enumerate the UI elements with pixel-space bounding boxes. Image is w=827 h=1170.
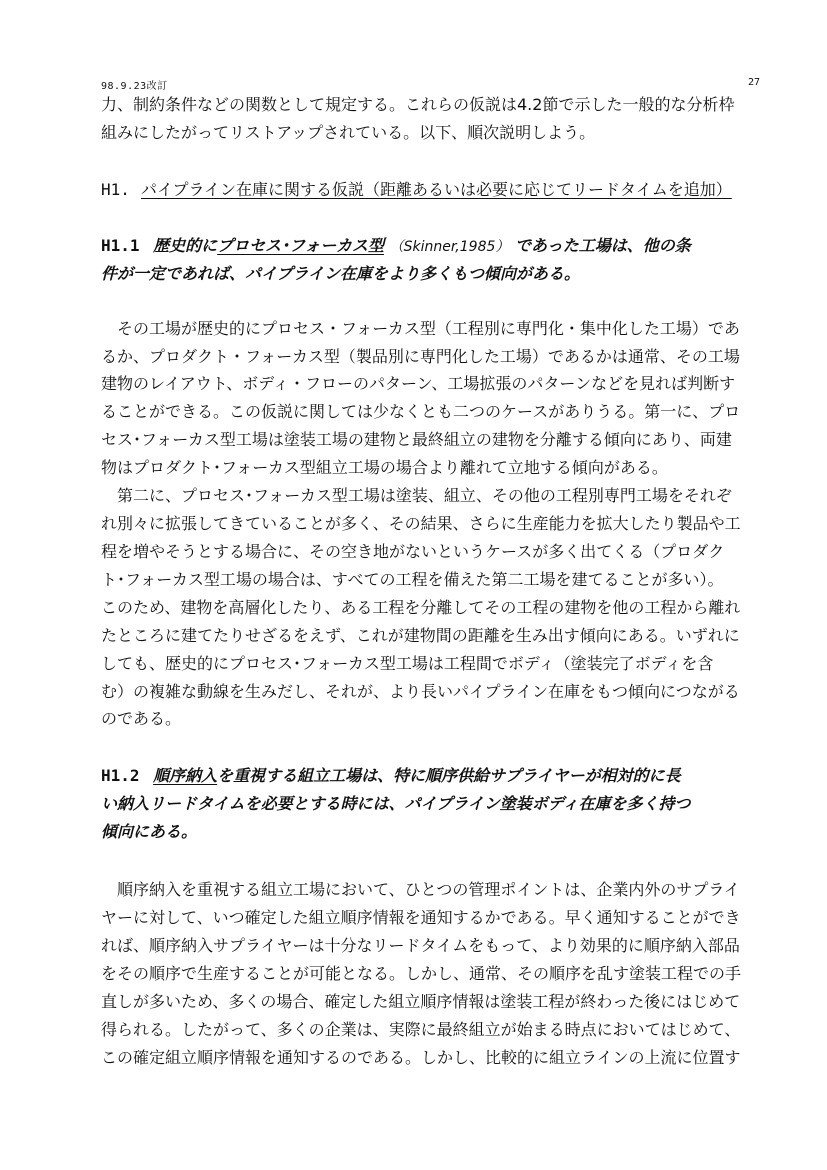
hypothesis-h1-heading bbox=[101, 180, 732, 200]
para1-line: るか、プロダクト・フォーカス型（製品別に専門化した工場）であるかは通常、その工場 bbox=[101, 347, 740, 366]
page-number: 27 bbox=[748, 77, 761, 88]
para2-line: をその順序で生産することが可能となる。しかし、通常、その順序を乱す塗装工程での手 bbox=[101, 964, 742, 983]
h1-2-label: H1.2 bbox=[101, 766, 140, 785]
para2-line: 順序納入を重視する組立工場において、ひとつの管理ポイントは、企業内外のサプライ bbox=[101, 880, 740, 899]
h1-label: H1. bbox=[101, 180, 130, 199]
para2-line: れば、順序納入サプライヤーは十分なリードタイムをもって、より効果的に順序納入部品 bbox=[101, 936, 740, 955]
para1-line: ることができる。この仮説に関しては少なくとも二つのケースがありうる。第一に、プロ bbox=[101, 402, 741, 421]
hypothesis-h1-2-line-2: い納入リードタイムを必要とする時には、パイプライン塗装ボディ在庫を多く持つ bbox=[101, 794, 691, 813]
h1-1-citation: （Skinner,1985） bbox=[389, 239, 510, 255]
para1-line: 程を増やそうとする場合に、その空き地がないというケースが多く出てくる（プロダク bbox=[101, 542, 725, 561]
para1-line: む）の複雑な動線を生みだし、それが、より長いパイプライン在庫をもつ傾向につながる bbox=[101, 682, 740, 701]
h1-2-rest: を重視する組立工場は、特に順序供給サプライヤーが相対的に長 bbox=[217, 766, 681, 785]
para2-line: この確定組立順序情報を通知するのである。しかし、比較的に組立ラインの上流に位置す bbox=[101, 1048, 741, 1067]
hypothesis-h1-2-line-3: 傾向にある。 bbox=[101, 822, 198, 841]
para2-line: ヤーに対して、いつ確定した組立順序情報を通知するかである。早く通知することができ bbox=[101, 908, 741, 927]
para1-line: その工場が歴史的にプロセス・フォーカス型（工程別に専門化・集中化した工場）であ bbox=[101, 319, 740, 338]
para2-line: 直しが多いため、多くの場合、確定した組立順序情報は塗装工程が終わった後にはじめて bbox=[101, 992, 741, 1011]
para1-line: しても、歴史的にプロセス･フォーカス型工場は工程間でボディ（塗装完了ボディを含 bbox=[101, 654, 714, 673]
para1-line: ト･フォーカス型工場の場合は、すべての工程を備えた第二工場を建てることが多い）。 bbox=[101, 570, 724, 589]
para1-line: たところに建てたりせざるをえず、これが建物間の距離を生み出す傾向にある。いずれに bbox=[101, 626, 740, 645]
para1-line: セス･フォーカス型工場は塗装工場の建物と最終組立の建物を分離する傾向にあり、両建 bbox=[101, 430, 732, 449]
h1-1-prefix: 歴史的に bbox=[153, 236, 218, 255]
h1-1-rest: であった工場は、他の条 bbox=[514, 236, 691, 255]
revision-date: 98.9.23改訂 bbox=[101, 81, 168, 92]
intro-line-2: 組みにしたがってリストアップされている。以下、順次説明しよう。 bbox=[101, 123, 596, 142]
para2-line: 得られる。したがって、多くの企業は、実際に最終組立が始まる時点においてはじめて、 bbox=[101, 1020, 741, 1039]
para1-line: れ別々に拡張してきていることが多く、その結果、さらに生産能力を拡大したり製品や工 bbox=[101, 514, 741, 533]
intro-line-1: 力、制約条件などの関数として規定する。これらの仮説は4.2節で示した一般的な分析枠 bbox=[101, 95, 735, 114]
para1-line: 物はプロダクト･フォーカス型組立工場の場合より離れて立地する傾向がある。 bbox=[101, 458, 668, 477]
h1-title: パイプライン在庫に関する仮説（距離あるいは必要に応じてリードタイムを追加） bbox=[141, 180, 732, 199]
para1-line: のである。 bbox=[101, 709, 182, 728]
para1-line: 建物のレイアウト、ボディ・フローのパターン、工場拡張のパターンなどを見れば判断す bbox=[101, 374, 736, 393]
hypothesis-h1-2-line-1 bbox=[101, 766, 681, 786]
h1-1-term: プロセス･フォーカス型 bbox=[217, 236, 385, 255]
hypothesis-h1-1-line-2: 件が一定であれば、パイプライン在庫をより多くもつ傾向がある。 bbox=[101, 264, 581, 283]
para1-line: このため、建物を高層化したり、ある工程を分離してその工程の建物を他の工程から離れ bbox=[101, 598, 741, 617]
hypothesis-h1-1-line-1 bbox=[101, 236, 691, 257]
para1-line: 第二に、プロセス･フォーカス型工場は塗装、組立、その他の工程別専門工場をそれぞ bbox=[101, 486, 732, 505]
h1-1-label: H1.1 bbox=[101, 236, 140, 255]
h1-2-term: 順序納入 bbox=[153, 766, 218, 785]
